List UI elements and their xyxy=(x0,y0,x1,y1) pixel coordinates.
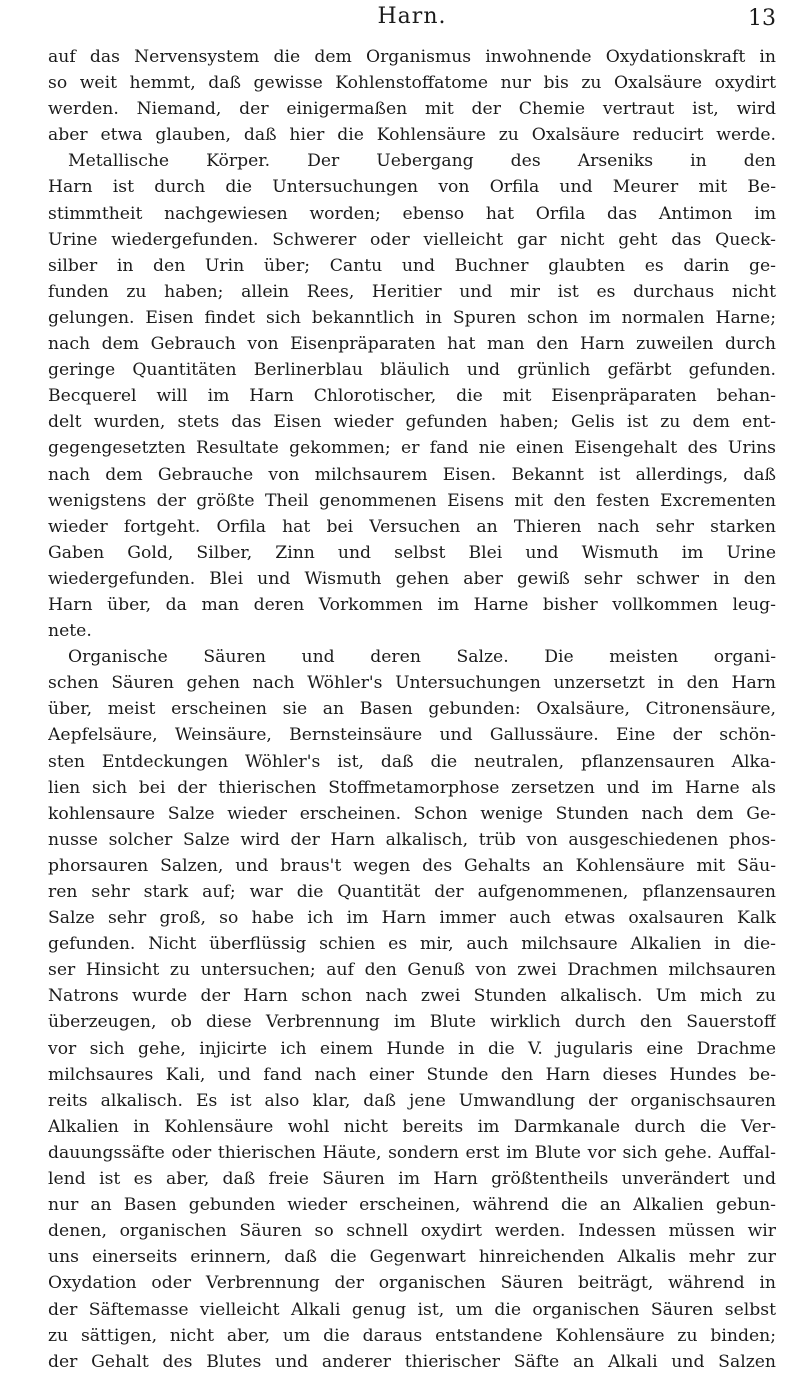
text-line: funden zu haben; allein Rees, Heritier und mir ist es durchaus nicht xyxy=(48,281,776,302)
text-line: aber etwa glauben, daß hier die Kohlensäure zu Oxalsäure reducirt werde. xyxy=(48,125,776,146)
text-line: ser Hinsicht zu untersuchen; auf den Genuß von zwei Drachmen milchsauren xyxy=(48,960,776,981)
text-line: uns einerseits erinnern, daß die Gegenwart hinreichenden Alkalis mehr zur xyxy=(48,1247,776,1268)
text-line: nach dem Gebrauche von milchsaurem Eisen. Bekannt ist allerdings, daß xyxy=(48,464,776,485)
text-line: kohlensaure Salze wieder erscheinen. Schon wenige Stunden nach dem Ge- xyxy=(48,803,776,824)
text-line: Alkalien in Kohlensäure wohl nicht bereits im Darmkanale durch die Ver- xyxy=(48,1116,776,1137)
text-line: Natrons wurde der Harn schon nach zwei Stunden alkalisch. Um mich zu xyxy=(48,986,776,1007)
text-line: silber in den Urin über; Cantu und Buchner glaubten es darin ge- xyxy=(48,255,776,276)
text-line: lien sich bei der thierischen Stoffmetamorphose zersetzen und im Harne als xyxy=(48,777,776,798)
page-header xyxy=(48,4,776,44)
text-line: Oxydation oder Verbrennung der organischen Säuren beiträgt, während in xyxy=(48,1273,776,1294)
text-line: phorsauren Salzen, und braus't wegen des Gehalts an Kohlensäure mit Säu- xyxy=(48,855,776,876)
text-line: wenigstens der größte Theil genommenen Eisens mit den festen Excrementen xyxy=(48,490,776,511)
text-line: gefunden. Nicht überflüssig schien es mir, auch milchsaure Alkalien in die- xyxy=(48,934,776,955)
text-line: der Säftemasse vielleicht Alkali genug ist, um die organischen Säuren selbst xyxy=(48,1299,776,1320)
text-line: Gaben Gold, Silber, Zinn und selbst Blei und Wismuth im Urine xyxy=(48,542,776,563)
text-line: dauungssäfte oder thierischen Häute, sondern erst im Blute vor sich gehe. Auffal- xyxy=(48,1142,776,1163)
text-line: vor sich gehe, injicirte ich einem Hunde in die V. jugularis eine Drachme xyxy=(48,1038,776,1059)
text-line: wiedergefunden. Blei und Wismuth gehen aber gewiß sehr schwer in den xyxy=(48,568,776,589)
text-line: wieder fortgeht. Orfila hat bei Versuchen an Thieren nach sehr starken xyxy=(48,516,776,537)
text-line: Urine wiedergefunden. Schwerer oder vielleicht gar nicht geht das Queck- xyxy=(48,229,776,250)
text-line: über, meist erscheinen sie an Basen gebunden: Oxalsäure, Citronensäure, xyxy=(48,699,776,720)
running-head: Harn. xyxy=(377,4,447,29)
text-line: delt wurden, stets das Eisen wieder gefunden haben; Gelis ist zu dem ent- xyxy=(48,412,776,433)
text-line: überzeugen, ob diese Verbrennung im Blute wirklich durch den Sauerstoff xyxy=(48,1012,776,1033)
text-line: nach dem Gebrauch von Eisenpräparaten hat man den Harn zuweilen durch xyxy=(48,334,776,355)
text-line: nur an Basen gebunden wieder erscheinen, während die an Alkalien gebun- xyxy=(48,1195,776,1216)
text-line: gegengesetzten Resultate gekommen; er fand nie einen Eisengehalt des Urins xyxy=(48,438,776,459)
book-page xyxy=(48,0,776,1384)
text-line: denen, organischen Säuren so schnell oxydirt werden. Indessen müssen wir xyxy=(48,1221,776,1242)
text-line: gelungen. Eisen findet sich bekanntlich in Spuren schon im normalen Harne; xyxy=(48,307,776,328)
text-line: geringe Quantitäten Berlinerblau bläulich und grünlich gefärbt gefunden. xyxy=(48,360,776,381)
page-number: 13 xyxy=(748,6,776,31)
text-line: auf das Nervensystem die dem Organismus inwohnende Oxydationskraft in xyxy=(48,47,776,67)
text-line: schen Säuren gehen nach Wöhler's Untersuchungen unzersetzt in den Harn xyxy=(48,673,776,694)
text-line: Metallische Körper. Der Uebergang des Arseniks in den xyxy=(68,151,776,172)
text-line: milchsaures Kali, und fand nach einer Stunde den Harn dieses Hundes be- xyxy=(48,1064,776,1085)
text-line: zu sättigen, nicht aber, um die daraus entstandene Kohlensäure zu binden; xyxy=(48,1325,776,1346)
body-text xyxy=(48,44,776,1375)
text-line: Salze sehr groß, so habe ich im Harn immer auch etwas oxalsauren Kalk xyxy=(48,908,776,929)
text-line: Aepfelsäure, Weinsäure, Bernsteinsäure und Gallussäure. Eine der schön- xyxy=(48,725,776,746)
text-line: Organische Säuren und deren Salze. Die meisten organi- xyxy=(68,647,776,668)
text-line: stimmtheit nachgewiesen worden; ebenso hat Orfila das Antimon im xyxy=(48,203,776,224)
text-line: der Gehalt des Blutes und anderer thierischer Säfte an Alkali und Salzen xyxy=(48,1351,776,1372)
text-line: so weit hemmt, daß gewisse Kohlenstoffatome nur bis zu Oxalsäure oxydirt xyxy=(48,73,776,94)
text-line: ren sehr stark auf; war die Quantität der aufgenommenen, pflanzensauren xyxy=(48,882,776,902)
text-line: lend ist es aber, daß freie Säuren im Harn größtentheils unverändert und xyxy=(48,1169,776,1190)
text-line: reits alkalisch. Es ist also klar, daß jene Umwandlung der organischsauren xyxy=(48,1090,776,1111)
text-line: Becquerel will im Harn Chlorotischer, die mit Eisenpräparaten behan- xyxy=(48,386,776,407)
text-line: Harn ist durch die Untersuchungen von Orfila und Meurer mit Be- xyxy=(48,177,776,198)
text-line: werden. Niemand, der einigermaßen mit der Chemie vertraut ist, wird xyxy=(48,99,776,120)
text-line: nusse solcher Salze wird der Harn alkalisch, trüb von ausgeschiedenen phos- xyxy=(48,829,776,850)
text-line: nete. xyxy=(48,621,92,642)
text-line: Harn über, da man deren Vorkommen im Harne bisher vollkommen leug- xyxy=(48,594,776,615)
text-line: sten Entdeckungen Wöhler's ist, daß die neutralen, pflanzensauren Alka- xyxy=(48,751,776,772)
